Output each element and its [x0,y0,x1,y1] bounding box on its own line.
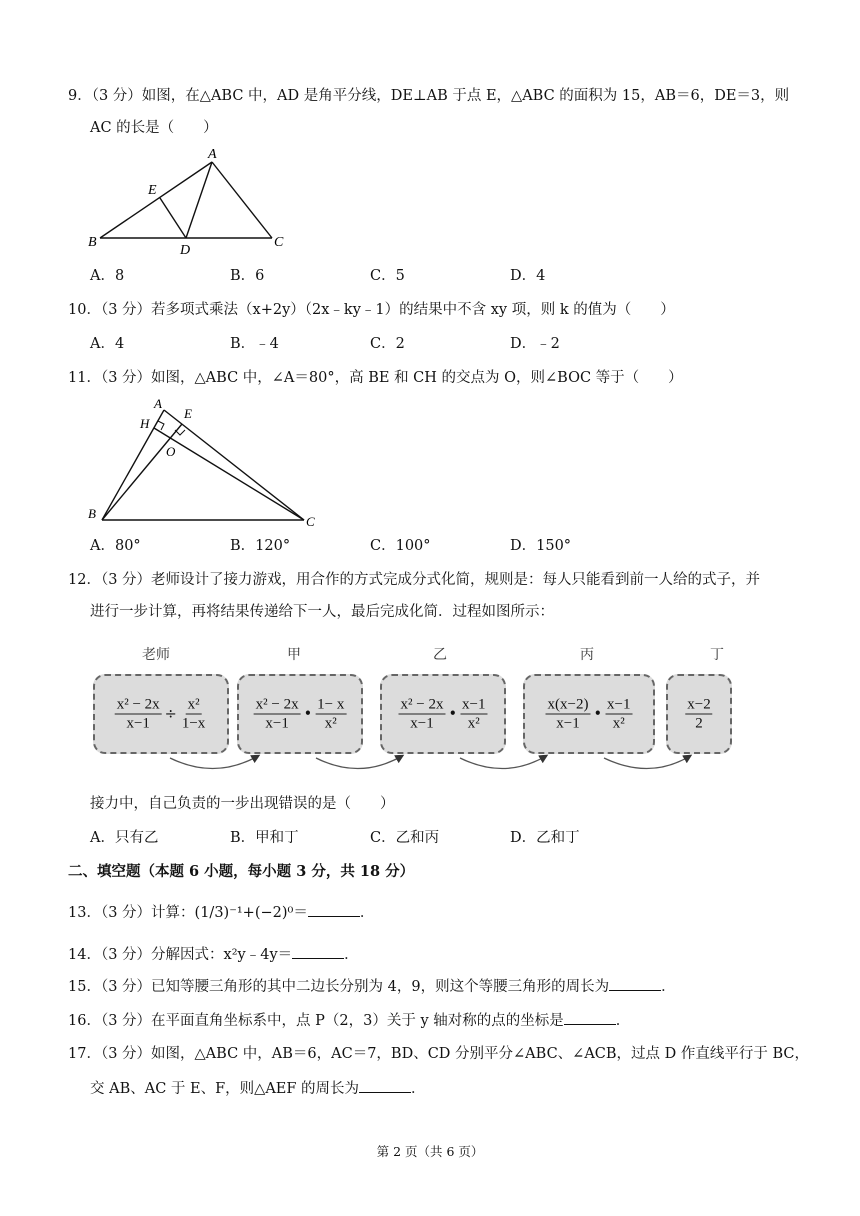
q14-answer-blank[interactable] [292,944,344,959]
q11-option-d[interactable]: D．150° [510,538,572,554]
q12-option-a[interactable]: A．只有乙 [90,830,159,846]
q11-label-o: O [166,444,176,459]
expr-box-jia: $\frac{\text{x² − 2x}}{x-1}$ • $\frac{1- x}{\text{x²}}$ [237,674,363,754]
q9-options [90,266,650,286]
q16-prefix: 16．（3 分）在平面直角坐标系中，点 P（2，3）关于 y 轴对称的点的坐标是 [68,1013,564,1029]
q11-text: 11．（3 分）如图，△ABC 中，∠A＝80°，高 BE 和 CH 的交点为 O，则∠BOC 等于（ ） [68,370,683,386]
q11-label-e: E [184,406,192,421]
q15-prefix: 15．（3 分）已知等腰三角形的其中二边长分别为 4，9，则这个等腰三角形的周长为 [68,979,610,995]
q11-option-c[interactable]: C．100° [370,538,431,554]
q16-answer-blank[interactable] [564,1010,616,1025]
q11-label-h: H [140,416,150,431]
q11-label-a: A [154,396,162,411]
q10-option-d[interactable]: D．﹣2 [510,336,560,352]
expr-box-yi: $\frac{\text{x² − 2x}}{x-1}$ • $\frac{x-1}{\text{x²}}$ [380,674,506,754]
q11-figure [84,396,324,528]
expr-box-teacher: $\frac{\text{x² − 2x}}{x-1}$ ÷ $\frac{\text{x²}}{1-x}$ [93,674,229,754]
q17-line2: 交 AB、AC 于 E、F，则△AEF 的周长为 ． [90,1078,426,1099]
page-footer: 第 2 页（共 6 页） [376,1144,484,1159]
relay-arrows [0,750,860,780]
q11-options [90,536,650,556]
q9-line1: 9．（3 分）如图，在△ABC 中，AD 是角平分线，DE⊥AB 于点 E，△ABC 的面积为 15，AB＝6，DE＝3，则 [68,88,790,104]
q11-label-b: B [88,506,96,521]
q13: 13．（3 分）计算：(1/3)⁻¹+(−2)⁰＝ ． [68,902,374,923]
q10-text: 10．（3 分）若多项式乘法（x+2y）（2x﹣ky﹣1）的结果中不含 xy 项，则 k 的值为（ ） [68,302,675,318]
q11-option-b[interactable]: B．120° [230,538,291,554]
q9-label-d: D [180,243,191,258]
q14-prefix: 14．（3 分）分解因式：x²y﹣4y＝ [68,947,293,963]
q9-label-e: E [148,183,157,198]
q12-line1: 12．（3 分）老师设计了接力游戏，用合作的方式完成分式化简，规则是：每人只能看到前一人给的式子，并 [68,572,761,588]
q11-option-a[interactable]: A．80° [90,538,141,554]
q13-expr: (1/3)⁻¹+(−2)⁰＝ [194,905,308,921]
q13-prefix: 13．（3 分）计算： [68,905,195,921]
q10-option-b[interactable]: B．﹣4 [230,336,279,352]
q17-prefix: 交 AB、AC 于 E、F，则△AEF 的周长为 [90,1081,360,1097]
q9-label-b: B [88,235,97,250]
q9-option-b[interactable]: B．6 [230,268,265,284]
stage-label-teacher: 老师 [142,647,170,663]
q12-line2: 进行一步计算，再将结果传递给下一人，最后完成化简．过程如图所示： [90,604,554,620]
q12-option-c[interactable]: C．乙和丙 [370,830,440,846]
q12-option-b[interactable]: B．甲和丁 [230,830,299,846]
q12-option-d[interactable]: D．乙和丁 [510,830,580,846]
q15: 15．（3 分）已知等腰三角形的其中二边长分别为 4，9，则这个等腰三角形的周长为 ． [68,976,676,997]
q17-line1: 17．（3 分）如图，△ABC 中，AB＝6，AC＝7，BD、CD 分别平分∠ABC、∠ACB，过点 D 作直线平行于 BC， [68,1046,810,1062]
q14: 14．（3 分）分解因式：x²y﹣4y＝ ． [68,944,359,965]
expr-box-ding: $\frac{x-2}{2}$ [666,674,732,754]
q16: 16．（3 分）在平面直角坐标系中，点 P（2，3）关于 y 轴对称的点的坐标是 ． [68,1010,630,1031]
q9-figure [84,146,284,258]
q9-label-c: C [274,235,284,250]
q12-question: 接力中，自己负责的一步出现错误的是（ ） [90,796,395,812]
q9-option-d[interactable]: D．4 [510,268,546,284]
stage-label-yi: 乙 [433,647,447,663]
q9-option-c[interactable]: C．5 [370,268,405,284]
q9-label-a: A [208,147,217,162]
q9-option-a[interactable]: A．8 [90,268,125,284]
q11-label-c: C [306,514,315,528]
stage-label-bing: 丙 [580,647,594,663]
q10-option-a[interactable]: A．4 [90,336,125,352]
stage-label-ding: 丁 [710,647,724,663]
q17-answer-blank[interactable] [359,1078,411,1093]
section-2-title: 二、填空题（本题 6 小题，每小题 3 分，共 18 分） [68,863,415,880]
q15-answer-blank[interactable] [609,976,661,991]
q9-line2: AC 的长是（ ） [90,120,218,136]
q12-options [90,828,650,848]
q10-option-c[interactable]: C．2 [370,336,405,352]
q13-answer-blank[interactable] [308,902,360,917]
q10-options [90,334,650,354]
expr-box-bing: $\frac{x(x-2)}{x-1}$ • $\frac{x-1}{\text{x²}}$ [523,674,655,754]
stage-label-jia: 甲 [287,647,301,663]
